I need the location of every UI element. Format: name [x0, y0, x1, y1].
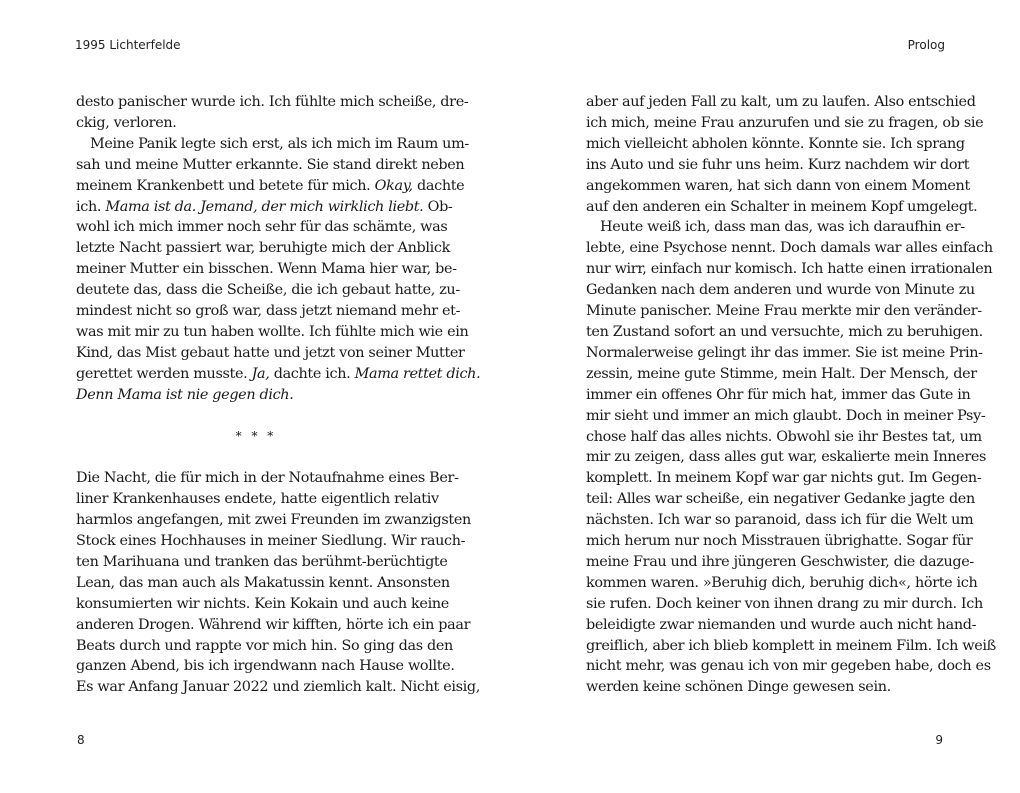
text-line: mir sieht und immer an mich glaubt. Doch in meiner Psy- [586, 407, 986, 424]
text-line: komplett. In meinem Kopf war gar nichts gut. Im Gegen- [586, 470, 982, 487]
text-line: immer ein offenes Ohr für mich hat, immer das Gute in [586, 386, 971, 403]
text-line: anderen Drogen. Während wir kifften, hörte ich ein paar [76, 616, 471, 633]
text-line [76, 176, 465, 197]
text-line: aber auf jeden Fall zu kalt, um zu laufen. Also entschied [586, 94, 976, 110]
right-page [510, 0, 1020, 793]
text-line: nächsten. Ich war so paranoid, dass ich für die Welt um [586, 512, 974, 529]
text-line: desto panischer wurde ich. Ich fühlte mich scheiße, dre- [76, 94, 469, 110]
text-line: liner Krankenhauses endete, hatte eigentlich relativ [76, 491, 439, 508]
text-run: dachte [417, 177, 465, 194]
text-line: Stock eines Hochhauses in meiner Siedlung. Wir rauch- [76, 533, 466, 549]
text-line: ich mich, meine Frau anzurufen und sie zu fragen, ob sie [586, 114, 984, 131]
text-line: ten Zustand sofort an und versuchte, mich zu beruhigen. [586, 323, 983, 340]
text-line: mich vielleicht abholen könnte. Konnte sie. Ich sprang [586, 135, 965, 152]
text-line: kommen waren. »Beruhig dich, beruhig dich«, hörte ich [586, 574, 978, 591]
text-line: Gedanken nach dem anderen und wurde von Minute zu [586, 282, 975, 299]
text-line: Kind, das Mist gebaut hatte und jetzt von seiner Mutter [76, 344, 465, 361]
spacer [76, 447, 436, 468]
text-line: Es war Anfang Januar 2022 und ziemlich kalt. Nicht eisig, [76, 679, 480, 696]
text-line: Beats durch und rappte vor mich hin. So ging das den [76, 637, 453, 654]
page-text [76, 92, 481, 698]
text-line [76, 197, 453, 218]
text-line: mindest nicht so groß war, dass jetzt niemand mehr et- [76, 303, 461, 320]
text-line: Heute weiß ich, dass man das, was ich daraufhin er- [600, 219, 965, 236]
text-line: chose half das alles nichts. Obwohl sie ihr Bestes tat, um [586, 428, 982, 445]
text-line: angekommen waren, hat sich dann von einem Moment [586, 177, 970, 194]
running-head: 1995 Lichterfelde [75, 38, 181, 52]
text-line: Lean, das man auch als Makatussin kennt. Ansonsten [76, 574, 450, 591]
italic-run: Ja, [251, 365, 270, 382]
text-line: lebte, eine Psychose nennt. Doch damals war alles einfach [586, 240, 993, 257]
text-run: meinem Krankenbett und betete für mich. [76, 177, 371, 194]
text-line: nicht mehr, was genau ich von mir gegeben habe, doch es [586, 658, 991, 675]
text-line: greiflich, aber ich blieb komplett in meinem Film. Ich weiß [586, 637, 996, 654]
text-line: wohl ich mich immer noch sehr für das schämte, was [76, 219, 448, 236]
page-number: 9 [935, 733, 943, 747]
text-line: mir zu zeigen, dass alles gut war, eskalierte mein Inneres [586, 449, 987, 466]
text-line [76, 385, 436, 406]
text-line: teil: Alles war scheiße, ein negativer Gedanke jagte den [586, 491, 975, 508]
italic-run: Denn Mama ist nie gegen dich. [76, 386, 294, 403]
page-text [586, 92, 996, 698]
italic-run: Okay, [374, 177, 413, 194]
text-line: was mit mir zu tun haben wollte. Ich fühlte mich wie ein [76, 323, 469, 340]
text-line: auf den anderen ein Schalter in meinem Kopf umgelegt. [586, 198, 978, 215]
running-head: Prolog [907, 38, 945, 52]
text-line: Normalerweise gelingt ihr das immer. Sie ist meine Prin- [586, 344, 983, 361]
text-line: zessin, meine gute Stimme, mein Halt. Der Mensch, der [586, 365, 977, 382]
text-run: Ob- [427, 198, 453, 215]
text-line: meiner Mutter ein bisschen. Wenn Mama hier war, be- [76, 261, 457, 278]
text-line: Die Nacht, die für mich in der Notaufnahme eines Ber- [76, 470, 459, 487]
italic-run: Mama ist da. Jemand, der mich wirklich liebt. [105, 198, 424, 215]
section-separator: * * * [235, 429, 277, 444]
text-line [76, 364, 481, 385]
text-line: ganzen Abend, bis ich irgendwann nach Hause wollte. [76, 658, 455, 675]
text-line: nur wirr, einfach nur komisch. Ich hatte einen irrationalen [586, 261, 993, 278]
text-line: mich herum nur noch Misstrauen übrighatte. Sogar für [586, 533, 973, 550]
text-line: sah und meine Mutter erkannte. Sie stand direkt neben [76, 156, 465, 173]
text-line: ckig, verloren. [76, 114, 177, 131]
text-line: ins Auto und sie fuhr uns heim. Kurz nachdem wir dort [586, 156, 970, 173]
text-line: beleidigte zwar niemanden und wurde auch nicht hand- [586, 616, 977, 633]
text-line: werden keine schönen Dinge gewesen sein. [586, 679, 891, 696]
text-run: ich. [76, 198, 102, 215]
text-line: Meine Panik legte sich erst, als ich mich im Raum um- [90, 135, 469, 152]
text-run: gerettet werden musste. [76, 365, 248, 382]
text-line: ten Marihuana und tranken das berühmt-berüchtigte [76, 553, 448, 570]
spacer [76, 406, 436, 427]
text-line: letzte Nacht passiert war, beruhigte mich der Anblick [76, 240, 450, 257]
page-number: 8 [77, 733, 85, 747]
text-line: harmlos angefangen, mit zwei Freunden im zwanzigsten [76, 512, 471, 529]
text-line: deutete das, dass die Scheiße, die ich gebaut hatte, zu- [76, 282, 460, 299]
text-line: Minute panischer. Meine Frau merkte mir den veränder- [586, 303, 982, 320]
text-line: meine Frau und ihre jüngeren Geschwister, die dazuge- [586, 553, 974, 570]
italic-run: Mama rettet dich. [354, 365, 481, 382]
text-run: dachte ich. [273, 365, 351, 382]
text-line: konsumierten wir nichts. Kein Kokain und auch keine [76, 595, 449, 612]
text-line: sie rufen. Doch keiner von ihnen drang zu mir durch. Ich [586, 595, 983, 612]
